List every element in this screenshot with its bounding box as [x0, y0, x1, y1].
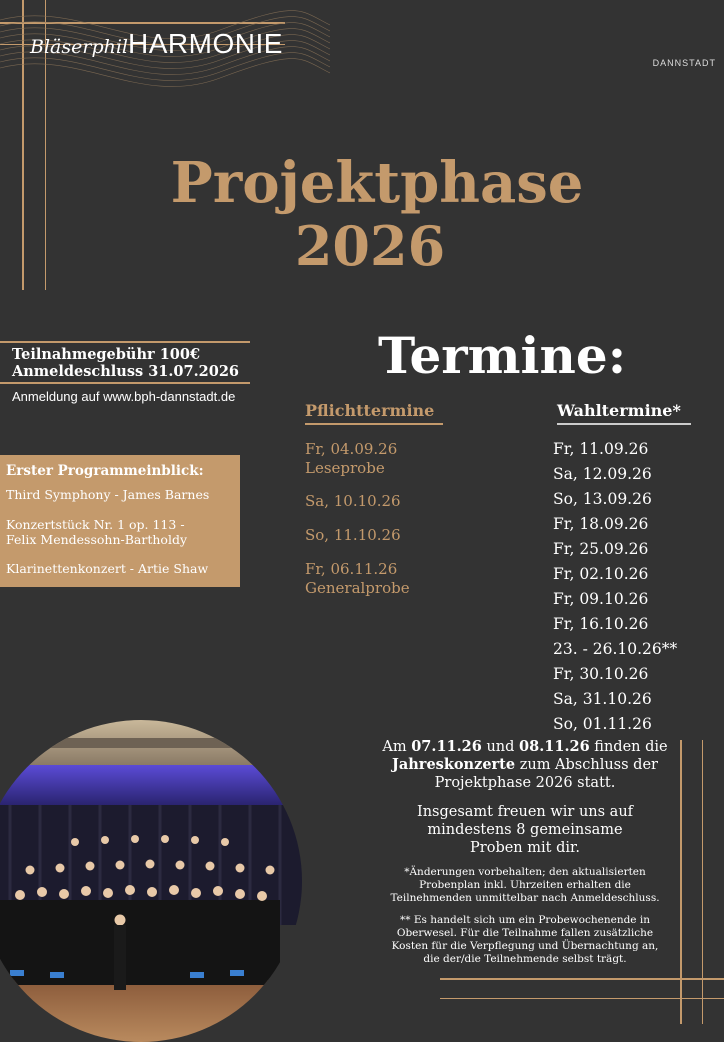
footnote-line: Probenplan inkl. Uhrzeiten erhalten die — [419, 879, 631, 891]
summary-line: mindestens 8 gemeinsame — [427, 822, 623, 838]
concert-text: zum Abschluss der — [515, 757, 658, 773]
wahl-date: Fr, 02.10.26 — [553, 565, 649, 583]
program-box — [0, 455, 240, 587]
main-title-line2: 2026 — [294, 214, 446, 278]
wahl-date: 23. - 26.10.26** — [553, 640, 678, 658]
wahl-date: Fr, 09.10.26 — [553, 590, 649, 608]
concert-date-1: 07.11.26 — [411, 738, 482, 755]
wahl-date: Sa, 31.10.26 — [553, 690, 652, 708]
concert-paragraph — [352, 738, 698, 792]
pflicht-date: Sa, 10.10.26 — [305, 492, 401, 510]
wahl-date: So, 01.11.26 — [553, 715, 652, 733]
pflicht-date: Fr, 04.09.26 — [305, 440, 398, 458]
wahl-date: Sa, 12.09.26 — [553, 465, 652, 483]
pflicht-note: Generalprobe — [305, 579, 410, 597]
program-item: Third Symphony - James Barnes — [6, 487, 210, 502]
registration-link[interactable]: Anmeldung auf www.bph-dannstadt.de — [12, 389, 236, 404]
wahl-underline — [557, 423, 691, 425]
pflicht-underline — [305, 423, 443, 425]
program-item: Konzertstück Nr. 1 op. 113 - — [6, 517, 185, 532]
termine-heading: Termine: — [378, 326, 627, 385]
orchestra-photo-graphic — [0, 720, 302, 1042]
wahl-date: Fr, 16.10.26 — [553, 615, 649, 633]
logo-script-text: Bläserphil — [30, 36, 128, 58]
wahl-date: Fr, 25.09.26 — [553, 540, 649, 558]
orchestra-photo — [0, 720, 302, 1042]
program-heading: Erster Programmeinblick: — [6, 463, 204, 479]
wahl-heading: Wahltermine* — [557, 401, 681, 420]
wahl-date: Fr, 18.09.26 — [553, 515, 649, 533]
concert-text: finden die — [589, 739, 668, 755]
logo-caps-text: HARMONIE — [128, 28, 283, 59]
footnote-line: die der/die Teilnehmende selbst trägt. — [423, 953, 627, 965]
main-title-line1: Projektphase — [170, 150, 584, 216]
summary-line: Insgesamt freuen wir uns auf — [416, 804, 634, 820]
concert-text: und — [481, 739, 520, 755]
footnote-line: Oberwesel. Für die Teilnahme fallen zusätzliche — [396, 927, 654, 939]
concert-date-2: 08.11.26 — [519, 738, 590, 755]
pflicht-date: So, 11.10.26 — [305, 526, 401, 544]
pflicht-date: Fr, 06.11.26 — [305, 560, 398, 578]
program-item: Klarinettenkonzert - Artie Shaw — [6, 561, 209, 576]
summary-line: Proben mit dir. — [470, 840, 580, 856]
wahl-date: Fr, 30.10.26 — [553, 665, 649, 683]
footnote-2 — [352, 914, 698, 966]
footnote-line: Kosten für die Verpflegung und Übernachtung an, — [391, 940, 659, 952]
logo-subtitle: DANNSTADT — [652, 58, 716, 68]
logo-wordmark — [30, 28, 283, 60]
logo — [0, 0, 716, 90]
fee-top-line — [0, 341, 250, 343]
pflicht-heading: Pflichttermine — [305, 401, 435, 420]
fee-bottom-line — [0, 382, 250, 384]
program-item: Felix Mendessohn-Bartholdy — [6, 532, 188, 547]
deadline-text: Anmeldeschluss 31.07.2026 — [12, 363, 240, 380]
concert-text: Am — [382, 739, 412, 755]
footnote-1 — [352, 866, 698, 905]
footnote-line: ** Es handelt sich um ein Probewochenende in — [400, 914, 650, 926]
wahl-date: So, 13.09.26 — [553, 490, 652, 508]
wahl-date: Fr, 11.09.26 — [553, 440, 649, 458]
footnote-line: Teilnehmenden unmittelbar nach Anmeldeschluss. — [390, 892, 660, 904]
footnote-line: *Änderungen vorbehalten; den aktualisierten — [404, 866, 646, 878]
fee-text: Teilnahmegebühr 100€ — [12, 346, 201, 363]
concert-text: Projektphase 2026 statt. — [434, 775, 616, 791]
frame-line-right-vertical-inner — [702, 740, 703, 1024]
pflicht-note: Leseprobe — [305, 459, 385, 477]
concert-highlight: Jahreskonzerte — [392, 756, 516, 773]
summary-paragraph — [352, 803, 698, 857]
